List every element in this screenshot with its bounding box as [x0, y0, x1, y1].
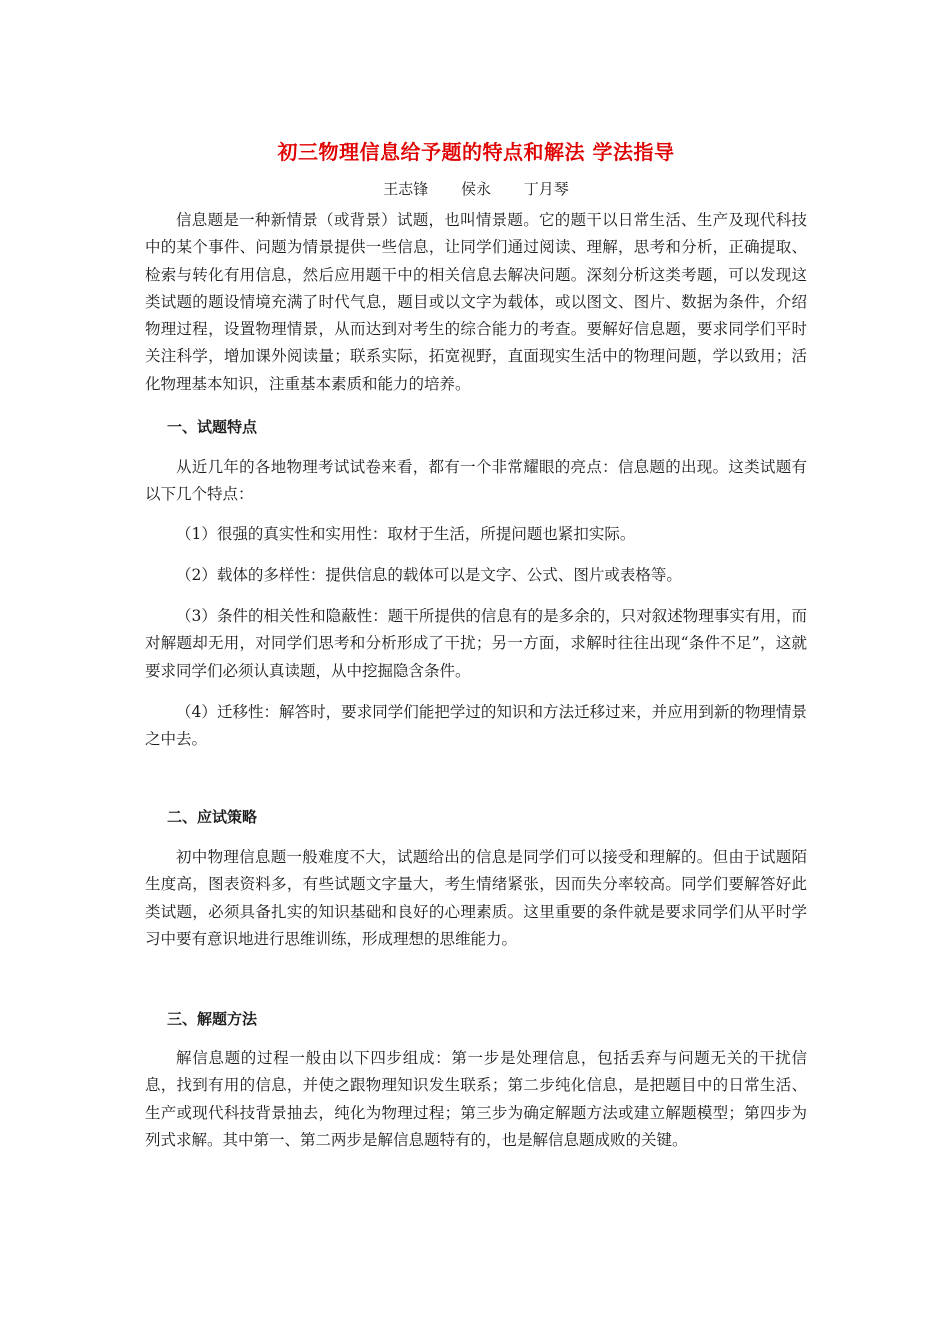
- author-name: 侯永: [460, 180, 491, 198]
- intro-paragraph: 信息题是一种新情景（或背景）试题，也叫情景题。它的题干以日常生活、生产及现代科技中的某个事件、问题为情景提供一些信息，让同学们通过阅读、理解，思考和分析，正确提取、检索与转化有用信息，然后应用题干中的相关信息去解决问题。深刻分析这类考题，可以发现这类试题的题设情境充满了时代气息，题目或以文字为载体，或以图文、图片、数据为条件，介绍物理过程，设置物理情景，从而达到对考生的综合能力的考查。要解好信息题，要求同学们平时关注科学，增加课外阅读量；联系实际，拓宽视野，直面现实生活中的物理问题，学以致用；活化物理基本知识，注重基本素质和能力的培养。: [145, 211, 807, 393]
- feature-item: （3）条件的相关性和隐蔽性：题干所提供的信息有的是多余的，只对叙述物理事实有用，而对解题却无用，对同学们思考和分析形成了干扰；另一方面，求解时往往出现“条件不足”，这就要求同学们必须认真读题，从中挖掘隐含条件。: [145, 607, 807, 680]
- methods-paragraph: 解信息题的过程一般由以下四步组成：第一步是处理信息，包括丢弃与问题无关的干扰信息，找到有用的信息，并使之跟物理知识发生联系；第二步纯化信息，是把题目中的日常生活、生产或现代科技背景抽去，纯化为物理过程；第三步为确定解题方法或建立解题模型；第四步为列式求解。其中第一、第二两步是解信息题特有的，也是解信息题成败的关键。: [145, 1049, 807, 1149]
- feature-item: （2）载体的多样性：提供信息的载体可以是文字、公式、图片或表格等。: [176, 566, 682, 584]
- feature-item: （1）很强的真实性和实用性：取材于生活，所提问题也紧扣实际。: [176, 525, 636, 543]
- strategy-paragraph: 初中物理信息题一般难度不大，试题给出的信息是同学们可以接受和理解的。但由于试题陌生度高，图表资料多，有些试题文字量大，考生情绪紧张，因而失分率较高。同学们要解答好此类试题，必须具备扎实的知识基础和良好的心理素质。这里重要的条件就是要求同学们从平时学习中要有意识地进行思维训练，形成理想的思维能力。: [145, 848, 807, 948]
- section-heading-methods: 三、解题方法: [167, 1010, 258, 1028]
- author-line: [145, 178, 807, 200]
- section-heading-strategy: 二、应试策略: [167, 808, 258, 826]
- author-name: 丁月琴: [523, 180, 569, 198]
- feature-item: （4）迁移性：解答时，要求同学们能把学过的知识和方法迁移过来，并应用到新的物理情景之中去。: [145, 703, 807, 749]
- section-heading-features: 一、试题特点: [167, 418, 258, 436]
- author-name: 王志锋: [383, 180, 429, 198]
- features-intro-paragraph: 从近几年的各地物理考试试卷来看，都有一个非常耀眼的亮点：信息题的出现。这类试题有以下几个特点：: [145, 458, 807, 504]
- document-title: 初三物理信息给予题的特点和解法 学法指导: [277, 140, 675, 164]
